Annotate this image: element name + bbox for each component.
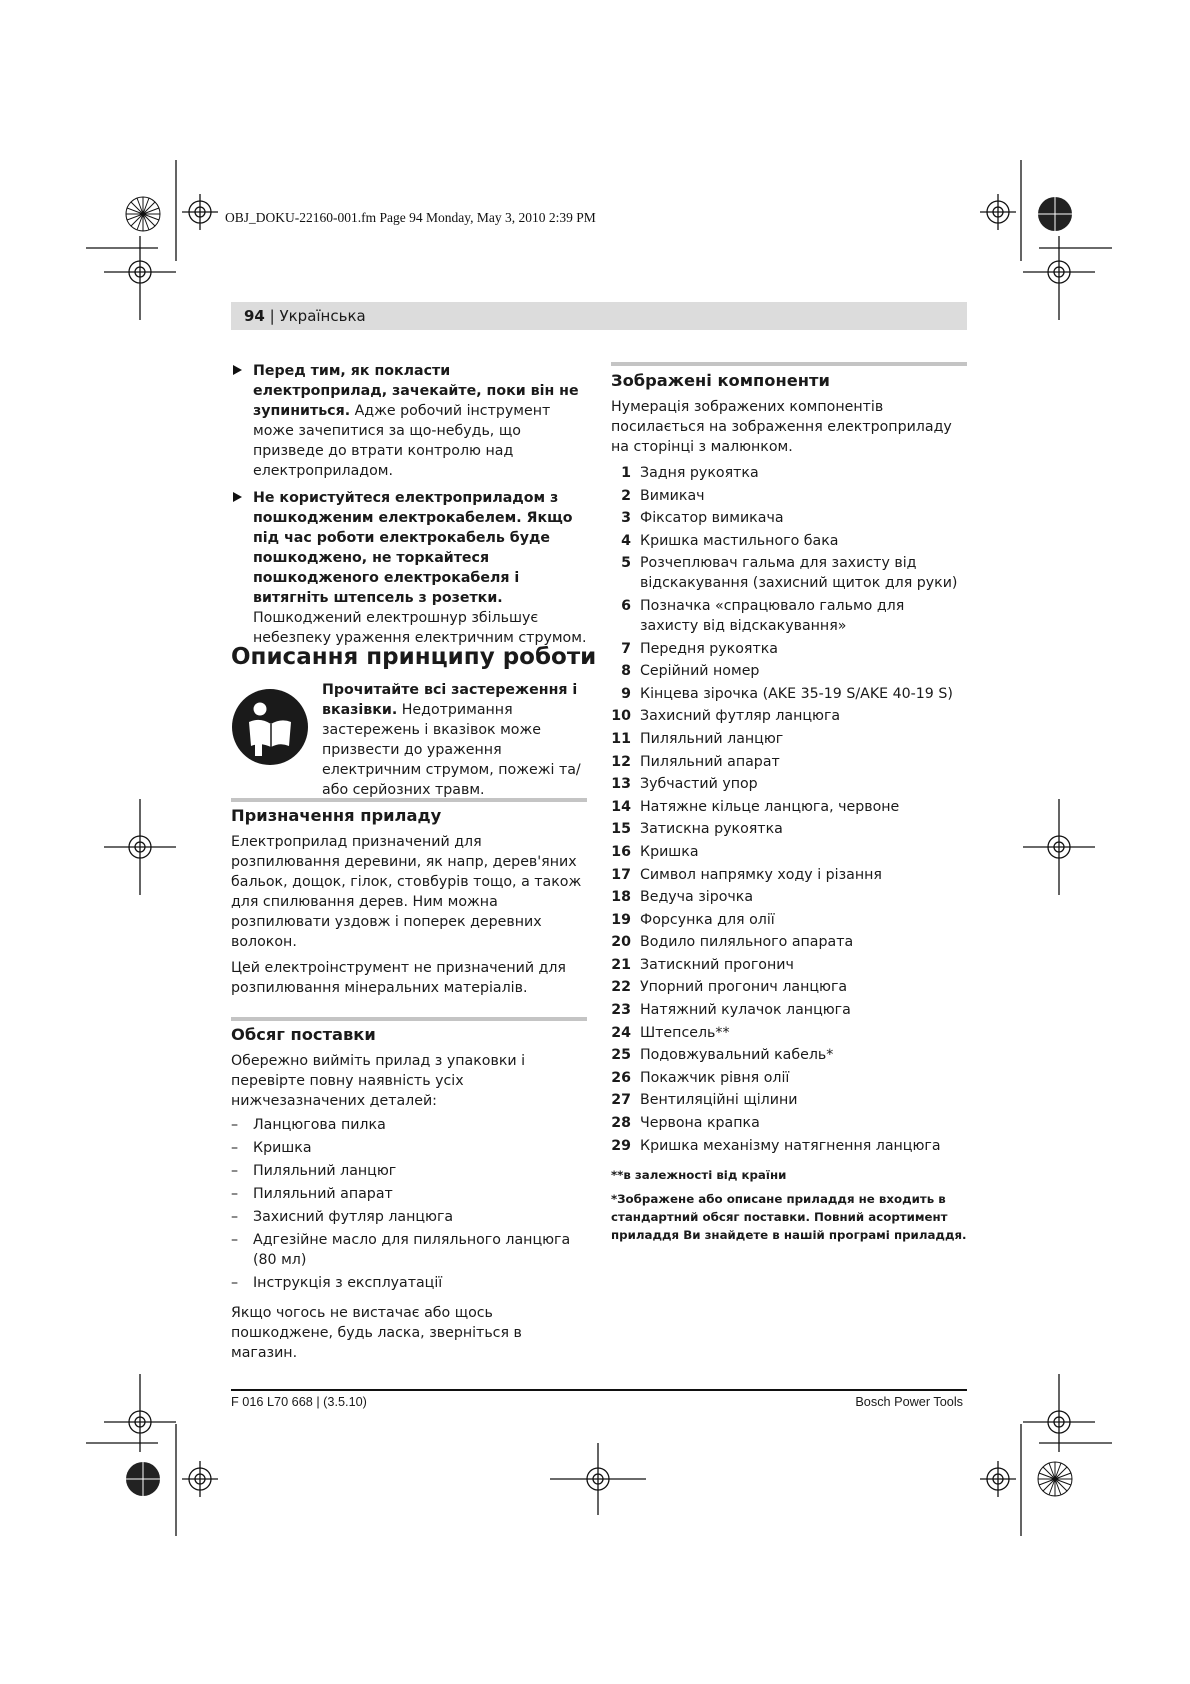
component-label: Серійний номер — [640, 663, 760, 680]
component-item — [611, 1090, 967, 1110]
component-number: 26 — [611, 1069, 631, 1086]
section-title: Описання принципу роботи — [231, 644, 597, 670]
component-item — [611, 977, 967, 997]
component-label: Вентиляційні щілини — [640, 1092, 798, 1109]
component-label: Натяжний кулачок ланцюга — [640, 1002, 851, 1019]
component-label: Кінцева зірочка (AKE 35-19 S/AKE 40-19 S) — [640, 685, 953, 702]
component-item — [611, 706, 967, 726]
component-label: Пиляльний ланцюг — [640, 730, 784, 747]
component-item — [611, 797, 967, 817]
purpose-text-1: Електроприлад призначений для розпилювання деревини, як напр, дерев'яних бальок, дощок, гілок, стовбурів тощо, а також для спилювання дерев. Ним можна розпилювати уздовж і поперек деревних волокон. — [231, 834, 582, 950]
page-header — [231, 302, 967, 330]
component-label: Символ напрямку ходу і різання — [640, 866, 882, 883]
warning-1: Перед тим, як покласти електроприлад, зачекайте, поки він не зупиниться. Адже робочий інструмент може зачепитися за що-небудь, що призведе до втрати контролю над електроприладом. — [231, 361, 587, 481]
component-label: Штепсель** — [640, 1024, 730, 1041]
component-number: 20 — [611, 934, 631, 951]
component-item — [611, 661, 967, 681]
component-label: Ведуча зірочка — [640, 889, 754, 906]
component-item — [611, 553, 967, 593]
purpose-text-2: Цей електроінструмент не призначений для розпилювання мінеральних матеріалів. — [231, 960, 566, 996]
component-item — [611, 842, 967, 862]
component-label: Фіксатор вимикача — [640, 510, 784, 527]
component-number: 17 — [611, 866, 631, 883]
component-label: Передня рукоятка — [640, 640, 778, 657]
component-number: 6 — [621, 597, 631, 614]
component-label: Зубчастий упор — [640, 776, 758, 793]
component-number: 7 — [621, 640, 631, 657]
component-number: 16 — [611, 843, 631, 860]
component-number: 4 — [621, 532, 631, 549]
component-item — [611, 1113, 967, 1133]
component-number: 3 — [621, 510, 631, 527]
component-label: Червона крапка — [640, 1115, 760, 1132]
component-number: 9 — [621, 685, 631, 702]
component-label: Затискна рукоятка — [640, 821, 783, 838]
section-rule — [231, 798, 587, 802]
component-number: 14 — [611, 798, 631, 815]
component-label: Захисний футляр ланцюга — [640, 708, 841, 725]
component-item — [611, 932, 967, 952]
component-label: Форсунка для олії — [640, 911, 775, 928]
component-item — [611, 486, 967, 506]
component-number: 8 — [621, 663, 631, 680]
component-item — [611, 1045, 967, 1065]
component-number: 5 — [621, 555, 631, 572]
component-number: 11 — [611, 730, 631, 747]
delivery-intro: Обережно вийміть прилад з упаковки і перевірте повну наявність усіх нижчезазначених деталей: — [231, 1053, 526, 1109]
component-item — [611, 639, 967, 659]
page-number: 94 — [244, 307, 265, 325]
footnote-accessories: *Зображене або описане приладдя не входить в стандартний обсяг поставки. Повний асортимент приладдя Ви знайдете в нашій програмі приладдя. — [611, 1191, 967, 1242]
header-separator: | — [264, 307, 280, 325]
component-number: 13 — [611, 776, 631, 793]
warning-2: Не користуйтеся електроприладом з пошкодженим електрокабелем. Якщо під час роботи електрокабель буде пошкоджено, не торкайтеся пошкодженого електрокабеля і витягніть штепсель з розетки. Пошкоджений електрошнур збільшує небезпеку ураження електричним струмом. — [231, 488, 587, 648]
component-label: Пиляльний апарат — [640, 753, 780, 770]
read-note: Прочитайте всі застереження і вказівки. Недотримання застережень і вказівок може призвести до ураження електричним струмом, пожежі та/або серйозних травм. — [322, 682, 581, 798]
section-rule — [231, 1017, 587, 1021]
component-item — [611, 865, 967, 885]
list-item: – Адгезійне масло для пиляльного ланцюга (80 мл) — [231, 1232, 571, 1268]
component-item — [611, 508, 967, 528]
left-column — [231, 361, 587, 648]
delivery-list — [231, 1115, 587, 1293]
component-item — [611, 910, 967, 930]
component-number: 24 — [611, 1024, 631, 1041]
component-label: Натяжне кільце ланцюга, червоне — [640, 798, 900, 815]
components-section — [611, 370, 967, 1244]
delivery-section — [231, 1024, 587, 1363]
component-item — [611, 1068, 967, 1088]
section-rule — [611, 362, 967, 366]
component-label: Упорний прогонич ланцюга — [640, 979, 848, 996]
list-item: – Захисний футляр ланцюга — [231, 1209, 454, 1225]
component-number: 23 — [611, 1002, 631, 1019]
component-number: 15 — [611, 821, 631, 838]
component-item — [611, 887, 967, 907]
triangle-bullet-icon — [233, 365, 242, 375]
component-number: 22 — [611, 979, 631, 996]
read-manual-icon — [231, 688, 309, 766]
header-language: Українська — [279, 307, 366, 325]
component-number: 1 — [621, 465, 631, 481]
component-label: Задня рукоятка — [640, 465, 759, 481]
component-label: Вимикач — [640, 487, 705, 504]
component-label: Кришка — [640, 843, 699, 860]
component-item — [611, 1023, 967, 1043]
component-number: 29 — [611, 1137, 631, 1154]
component-item — [611, 774, 967, 794]
component-item — [611, 1000, 967, 1020]
component-item — [611, 684, 967, 704]
component-item — [611, 955, 967, 975]
component-label: Затискний прогонич — [640, 956, 794, 973]
component-number: 2 — [621, 487, 631, 504]
component-item — [611, 531, 967, 551]
list-item: – Кришка — [231, 1140, 312, 1156]
component-number: 18 — [611, 889, 631, 906]
purpose-title: Призначення приладу — [231, 806, 442, 825]
component-number: 10 — [611, 708, 631, 725]
components-list — [611, 463, 967, 1156]
footer-rule — [231, 1389, 967, 1391]
components-title: Зображені компоненти — [611, 371, 830, 390]
component-label: Кришка мастильного бака — [640, 532, 839, 549]
list-item: – Ланцюгова пилка — [231, 1117, 386, 1133]
list-item: – Інструкція з експлуатації — [231, 1275, 443, 1291]
component-number: 28 — [611, 1115, 631, 1132]
component-number: 27 — [611, 1092, 631, 1109]
footer-brand: Bosch Power Tools — [855, 1395, 963, 1409]
delivery-outro: Якщо чогось не вистачає або щось пошкоджене, будь ласка, зверніться в магазин. — [231, 1305, 522, 1361]
list-item: – Пиляльний апарат — [231, 1186, 393, 1202]
list-item: – Пиляльний ланцюг — [231, 1163, 397, 1179]
triangle-bullet-icon — [233, 492, 242, 502]
component-item — [611, 463, 967, 483]
print-slug: OBJ_DOKU-22160-001.fm Page 94 Monday, May 3, 2010 2:39 PM — [225, 210, 596, 225]
component-label: Розчеплювач гальма для захисту від відскакування (захисний щиток для руки) — [640, 555, 958, 592]
component-number: 19 — [611, 911, 631, 928]
component-item — [611, 819, 967, 839]
component-label: Подовжувальний кабель* — [640, 1047, 834, 1064]
component-label: Позначка «спрацювало гальмо для захисту від відскакування» — [640, 597, 905, 634]
component-number: 25 — [611, 1047, 631, 1064]
component-label: Кришка механізму натягнення ланцюга — [640, 1137, 941, 1154]
component-item — [611, 752, 967, 772]
footer-doc-id: F 016 L70 668 | (3.5.10) — [231, 1395, 367, 1409]
purpose-section — [231, 805, 587, 998]
component-number: 21 — [611, 956, 631, 973]
component-label: Покажчик рівня олії — [640, 1069, 790, 1086]
delivery-title: Обсяг поставки — [231, 1025, 376, 1044]
component-item — [611, 729, 967, 749]
components-intro: Нумерація зображених компонентів посилається на зображення електроприладу на сторінці з малюнком. — [611, 399, 952, 455]
footnote-country: **в залежності від країни — [611, 1167, 787, 1182]
component-number: 12 — [611, 753, 631, 770]
component-label: Водило пиляльного апарата — [640, 934, 854, 951]
component-item — [611, 1136, 967, 1156]
component-item — [611, 596, 967, 636]
